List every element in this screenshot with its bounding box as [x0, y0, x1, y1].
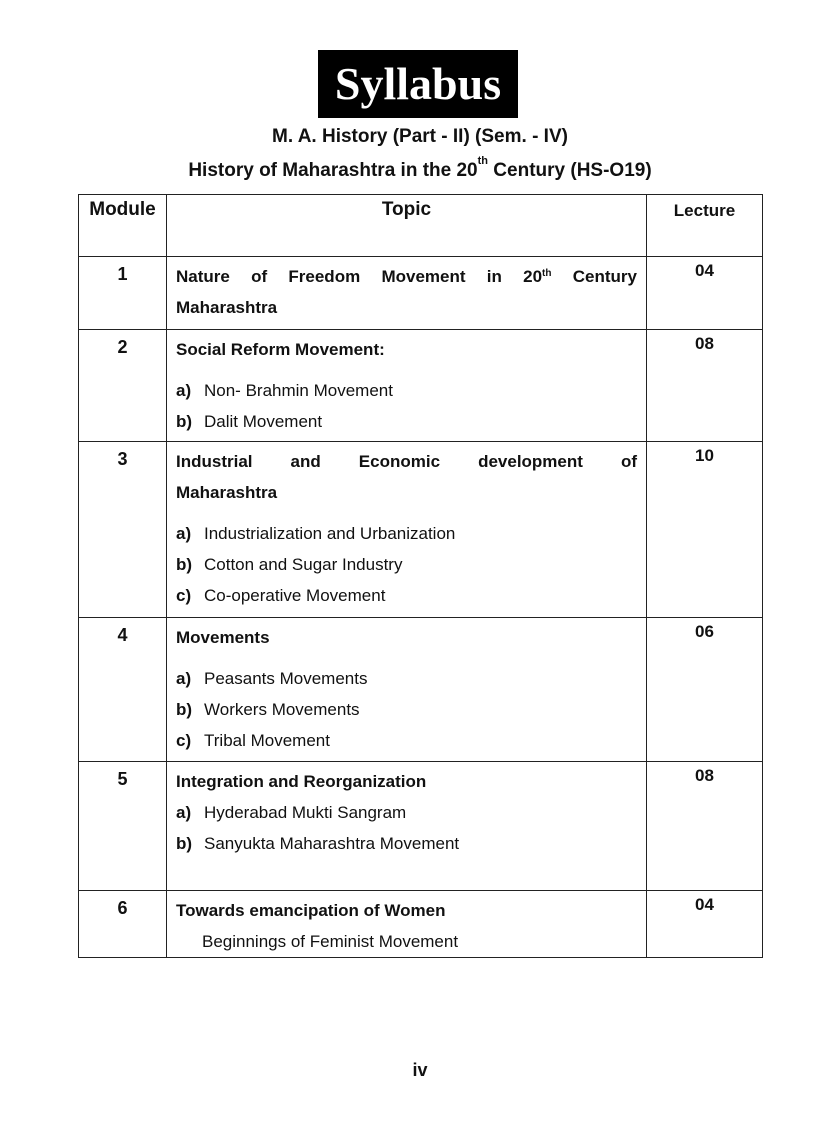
table-header-row: [79, 195, 763, 257]
list-item: c) Tribal Movement: [176, 731, 330, 750]
module-header: Module: [79, 195, 167, 257]
course-line: M. A. History (Part - II) (Sem. - IV): [272, 126, 568, 147]
list-item: b) Dalit Movement: [176, 412, 323, 431]
list-item: a) Non- Brahmin Movement: [176, 381, 393, 400]
list-item: a) Peasants Movements: [176, 669, 368, 688]
topic-cell: [167, 891, 647, 958]
list-item: a) Industrialization and Urbanization: [176, 524, 456, 543]
list-item: b) Workers Movements: [176, 700, 360, 719]
topic-heading: Integration and Reorganization: [176, 772, 427, 791]
module-number: 2: [79, 330, 167, 442]
topic-cell: [167, 330, 647, 442]
list-item: c) Co-operative Movement: [176, 586, 386, 605]
topic-header: Topic: [167, 195, 647, 257]
table-row: [79, 891, 763, 958]
lecture-count: 08: [647, 762, 763, 891]
table-row: [79, 762, 763, 891]
table-row: [79, 330, 763, 442]
list-item: b) Sanyukta Maharashtra Movement: [176, 834, 460, 853]
syllabus-table: [78, 194, 763, 958]
module-number: 3: [79, 442, 167, 618]
module-number: 5: [79, 762, 167, 891]
topic-heading: Towards emancipation of Women: [176, 901, 446, 920]
module-number: 1: [79, 257, 167, 330]
lecture-count: 04: [647, 257, 763, 330]
topic-heading: Movements: [176, 628, 270, 647]
table-row: [79, 618, 763, 762]
module-number: 4: [79, 618, 167, 762]
topic-heading-cont: Maharashtra: [176, 298, 278, 317]
lecture-header: Lecture: [647, 195, 763, 257]
topic-cell: [167, 762, 647, 891]
lecture-count: 08: [647, 330, 763, 442]
module-number: 6: [79, 891, 167, 958]
list-item: a) Hyderabad Mukti Sangram: [176, 803, 407, 822]
topic-heading: Social Reform Movement:: [176, 340, 385, 359]
topic-heading: Industrial and Economic development of: [176, 452, 637, 471]
topic-text: Beginnings of Feminist Movement: [202, 932, 459, 951]
topic-heading-cont: Maharashtra: [176, 483, 278, 502]
syllabus-banner: Syllabus: [318, 50, 518, 118]
table-row: [79, 257, 763, 330]
list-item: b) Cotton and Sugar Industry: [176, 555, 403, 574]
table-row: [79, 442, 763, 618]
page-number: iv: [412, 1060, 428, 1080]
lecture-count: 06: [647, 618, 763, 762]
topic-cell: [167, 618, 647, 762]
topic-cell: [167, 442, 647, 618]
lecture-count: 04: [647, 891, 763, 958]
topic-heading: Nature of Freedom Movement in 20th Century: [176, 267, 637, 286]
topic-cell: [167, 257, 647, 330]
paper-title: History of Maharashtra in the 20th Century (HS-O19): [188, 155, 652, 181]
lecture-count: 10: [647, 442, 763, 618]
